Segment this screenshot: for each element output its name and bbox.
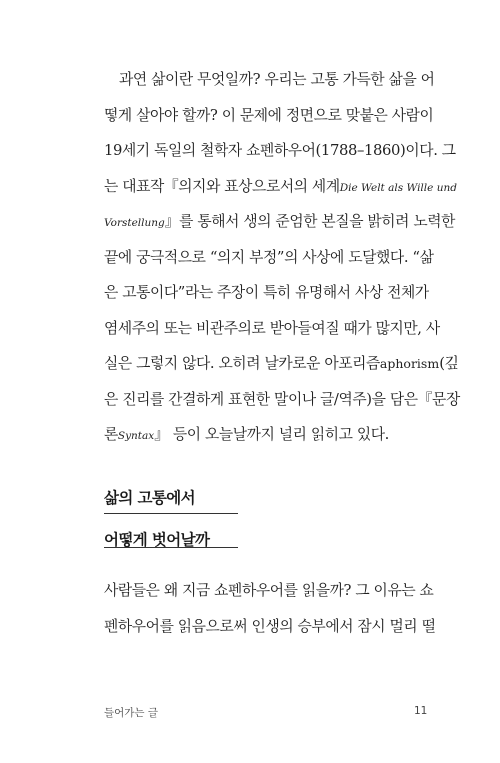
- text-line: 떻게 살아야 할까? 이 문제에 정면으로 맞붙은 사람이: [104, 106, 434, 124]
- text-line: 사람들은 왜 지금 쇼펜하우어를 읽을까? 그 이유는 쇼: [104, 582, 434, 599]
- text-line: 과연 삶이란 무엇일까? 우리는 고통 가득한 삶을 어: [119, 71, 435, 88]
- section-heading-line-2: 어떻게 벗어날까: [104, 531, 210, 549]
- body-paragraph-2: [104, 573, 434, 644]
- text-line: 은 진리를 간결하게 표현한 말이나 글/역주)을 담은『문장: [104, 390, 460, 408]
- aphorism-gloss: aphorism: [379, 356, 440, 371]
- syntax-gloss: Syntax: [117, 430, 155, 442]
- section-heading-line-1: 삶의 고통에서: [104, 489, 196, 507]
- text-fragment: 실은 그렇지 않다. 오히려 날카로운 아포리즘: [104, 355, 380, 372]
- text-fragment: 』 등이 오늘날까지 널리 읽히고 있다.: [154, 426, 389, 443]
- text-line: [104, 204, 456, 240]
- text-line: 펜하우어를 읽음으로써 인생의 승부에서 잠시 멀리 떨: [104, 617, 436, 635]
- text-line: [104, 169, 457, 205]
- text-line: [104, 417, 434, 453]
- heading-underline: [104, 547, 238, 548]
- text-fragment: 』를 통해서 생의 준엄한 본질을 밝히려 노력한: [164, 213, 456, 230]
- text-fragment: 는 대표작『의지와 표상으로서의 세계: [104, 177, 340, 195]
- text-line: 은 고통이다”라는 주장이 특히 유명해서 사상 전체가: [104, 284, 429, 301]
- text-line: 19세기 독일의 철학자 쇼펜하우어(1788–1860)이다. 그: [104, 142, 456, 159]
- german-title: Die Welt als Wille und: [339, 181, 457, 194]
- page-number: 11: [414, 705, 428, 717]
- text-line: [104, 346, 459, 382]
- text-line: 끝에 궁극적으로 “의지 부정”의 사상에 도달했다. “삶: [104, 248, 434, 266]
- german-title-continued: Vorstellung: [104, 217, 165, 229]
- text-fragment: 론: [104, 426, 118, 443]
- body-paragraph-1: [104, 62, 460, 453]
- heading-underline: [104, 513, 238, 514]
- running-footer-chapter: 들어가는 글: [104, 707, 159, 719]
- text-line: 염세주의 또는 비관주의로 받아들여질 때가 많지만, 사: [104, 319, 440, 337]
- text-fragment: (깊: [439, 355, 459, 372]
